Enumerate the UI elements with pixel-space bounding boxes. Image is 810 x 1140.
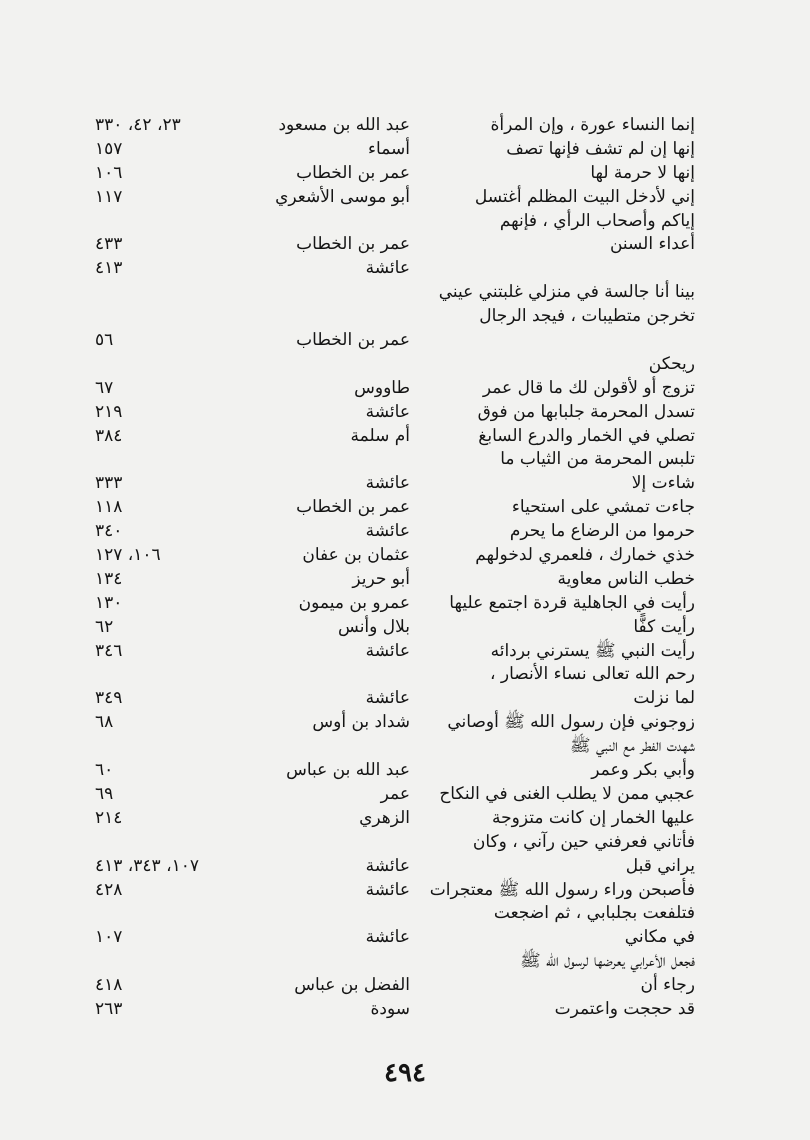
hadith-phrase: فتلفعت بجلبابي ، ثم اضجعت bbox=[493, 903, 695, 924]
narrator-name: عمرو بن ميمون bbox=[298, 592, 410, 613]
narrator-name: أبو حريز bbox=[352, 568, 410, 589]
page-references: ٥٦ bbox=[95, 330, 114, 351]
page-references: ٦٨ bbox=[95, 712, 114, 733]
hadith-phrase: رأيت في الجاهلية قردة اجتمع عليها bbox=[449, 592, 695, 613]
index-row bbox=[95, 233, 695, 257]
index-row bbox=[95, 281, 695, 305]
index-row bbox=[95, 544, 695, 568]
page-references: ٢٣، ٤٢، ٣٣٠ bbox=[95, 115, 181, 135]
hadith-phrase: رجاء أن bbox=[640, 975, 695, 996]
index-row bbox=[95, 305, 695, 329]
page-references: ٤٢٨ bbox=[95, 879, 123, 900]
page-references: ٣٤٦ bbox=[95, 640, 123, 661]
hadith-phrase: فأصبحن وراء رسول الله ﷺ معتجرات bbox=[429, 879, 695, 900]
hadith-phrase: عليها الخمار إن كانت متزوجة bbox=[492, 807, 695, 828]
page-references: ١٣٤ bbox=[95, 568, 123, 589]
index-row bbox=[95, 401, 695, 425]
hadith-phrase: رأيت كفًّا bbox=[633, 616, 695, 637]
page-references: ٦٩ bbox=[95, 783, 114, 804]
page-references: ٤١٣ bbox=[95, 258, 123, 279]
page-references: ٢١٤ bbox=[95, 807, 123, 828]
hadith-phrase: حرموا من الرضاع ما يحرم bbox=[509, 521, 695, 542]
narrator-name: شداد بن أوس bbox=[312, 712, 410, 733]
hadith-phrase: إني لأدخل البيت المظلم أغتسل bbox=[474, 186, 695, 207]
hadith-phrase: ريحكن bbox=[648, 353, 695, 374]
index-row bbox=[95, 759, 695, 783]
hadith-phrase: إنها إن لم تشف فإنها تصف bbox=[506, 138, 695, 159]
index-row bbox=[95, 472, 695, 496]
narrator-name: عمر bbox=[380, 783, 410, 804]
narrator-name: الفضل بن عباس bbox=[294, 975, 410, 996]
index-row bbox=[95, 950, 695, 974]
narrator-name: طاووس bbox=[354, 377, 410, 398]
hadith-phrase: تزوج أو لأقولن لك ما قال عمر bbox=[482, 377, 695, 398]
hadith-phrase: عجبي ممن لا يطلب الغنى في النكاح bbox=[439, 783, 695, 804]
page-references: ١٥٧ bbox=[95, 138, 123, 159]
page-number: ٤٩٤ bbox=[384, 1058, 426, 1088]
index-row bbox=[95, 520, 695, 544]
page-references: ٣٤٠ bbox=[95, 521, 123, 542]
hadith-phrase: زوجوني فإن رسول الله ﷺ أوصاني bbox=[447, 712, 695, 733]
page-references: ٤١٨ bbox=[95, 975, 123, 996]
hadith-phrase: خذي خمارك ، فلعمري لدخولهم bbox=[475, 545, 695, 566]
narrator-name: عمر بن الخطاب bbox=[296, 234, 410, 255]
page-references: ١٠٧، ٣٤٣، ٤١٣ bbox=[95, 855, 199, 876]
index-row bbox=[95, 711, 695, 735]
hadith-phrase: تصلي في الخمار والدرع السابغ bbox=[478, 425, 695, 446]
page-references: ٤٣٣ bbox=[95, 234, 123, 255]
page-references: ٦٠ bbox=[95, 760, 114, 781]
page-references: ٢٦٣ bbox=[95, 998, 123, 1019]
hadith-phrase: قد حججت واعتمرت bbox=[554, 998, 695, 1019]
index-row bbox=[95, 138, 695, 162]
narrator-name: عمر بن الخطاب bbox=[296, 162, 410, 183]
hadith-phrase: خطب الناس معاوية bbox=[557, 568, 695, 589]
page-references: ٣٣٣ bbox=[95, 473, 123, 494]
hadith-phrase: إنها لا حرمة لها bbox=[590, 162, 695, 183]
index-row bbox=[95, 783, 695, 807]
page-references: ٦٧ bbox=[95, 377, 114, 398]
page-references: ٣٨٤ bbox=[95, 425, 123, 446]
page-references: ١٠٦ bbox=[95, 162, 123, 183]
hadith-phrase: إياكم وأصحاب الرأي ، فإنهم bbox=[499, 210, 695, 231]
narrator-name: بلال وأنس bbox=[338, 616, 410, 637]
index-row bbox=[95, 735, 695, 759]
narrator-name: عائشة bbox=[365, 401, 410, 422]
narrator-name: عائشة bbox=[365, 927, 410, 948]
hadith-phrase: تلبس المحرمة من الثياب ما bbox=[500, 449, 695, 470]
hadith-phrase: تخرجن متطيبات ، فيجد الرجال bbox=[479, 306, 695, 327]
index-row bbox=[95, 210, 695, 234]
hadith-phrase: رأيت النبي ﷺ يسترني بردائه bbox=[490, 640, 695, 661]
narrator-name: عائشة bbox=[365, 855, 410, 876]
hadith-index-list bbox=[95, 114, 695, 1022]
page-references: ١٠٧ bbox=[95, 927, 123, 948]
page-references: ٣٤٩ bbox=[95, 688, 123, 709]
hadith-phrase: في مكاني bbox=[624, 927, 695, 948]
index-row bbox=[95, 974, 695, 998]
narrator-name: سودة bbox=[370, 998, 410, 1019]
narrator-name: أم سلمة bbox=[350, 425, 410, 446]
index-row bbox=[95, 377, 695, 401]
index-row bbox=[95, 807, 695, 831]
narrator-name: عائشة bbox=[365, 688, 410, 709]
index-row bbox=[95, 329, 695, 353]
narrator-name: عائشة bbox=[365, 879, 410, 900]
page-references: ١١٧ bbox=[95, 186, 123, 207]
page-references: ١٣٠ bbox=[95, 592, 123, 613]
index-row bbox=[95, 425, 695, 449]
page-references: ٢١٩ bbox=[95, 401, 123, 422]
index-row bbox=[95, 926, 695, 950]
narrator-name: الزهري bbox=[359, 807, 410, 828]
narrator-name: عمر بن الخطاب bbox=[296, 330, 410, 351]
index-row bbox=[95, 162, 695, 186]
hadith-phrase: شهدت الفطر مع النبي ﷺ bbox=[570, 736, 695, 757]
page-references: ١١٨ bbox=[95, 497, 123, 518]
narrator-name: عائشة bbox=[365, 640, 410, 661]
index-row bbox=[95, 855, 695, 879]
hadith-phrase: تسدل المحرمة جلبابها من فوق bbox=[477, 401, 695, 422]
index-row bbox=[95, 998, 695, 1022]
narrator-name: أسماء bbox=[368, 138, 410, 159]
hadith-phrase: جاءت تمشي على استحياء bbox=[511, 497, 695, 518]
hadith-phrase: بينا أنا جالسة في منزلي غلبتني عيني bbox=[438, 282, 695, 303]
hadith-phrase: أعداء السنن bbox=[609, 234, 695, 255]
hadith-phrase: وأبي بكر وعمر bbox=[591, 760, 695, 781]
hadith-phrase: فأتاني فعرفني حين رآني ، وكان bbox=[472, 831, 695, 852]
index-row bbox=[95, 568, 695, 592]
index-row bbox=[95, 448, 695, 472]
narrator-name: عائشة bbox=[365, 521, 410, 542]
index-row bbox=[95, 592, 695, 616]
index-row bbox=[95, 616, 695, 640]
index-row bbox=[95, 496, 695, 520]
hadith-phrase: فجعل الأعرابي يعرضها لرسول الله ﷺ bbox=[520, 951, 695, 972]
narrator-name: عمر بن الخطاب bbox=[296, 497, 410, 518]
index-row bbox=[95, 879, 695, 903]
index-row bbox=[95, 257, 695, 281]
hadith-phrase: لما نزلت bbox=[633, 688, 695, 709]
narrator-name: عبد الله بن عباس bbox=[286, 760, 410, 781]
hadith-phrase: شاءت إلا bbox=[631, 473, 695, 494]
hadith-phrase: إنما النساء عورة ، وإن المرأة bbox=[490, 115, 695, 135]
index-row bbox=[95, 902, 695, 926]
page-references: ١٠٦، ١٢٧ bbox=[95, 545, 161, 566]
narrator-name: عثمان بن عفان bbox=[302, 545, 410, 566]
index-row bbox=[95, 353, 695, 377]
index-row bbox=[95, 640, 695, 664]
narrator-name: عبد الله بن مسعود bbox=[278, 115, 410, 135]
index-row bbox=[95, 687, 695, 711]
hadith-phrase: رحم الله تعالى نساء الأنصار ، bbox=[490, 664, 695, 685]
index-row bbox=[95, 114, 695, 138]
index-row bbox=[95, 663, 695, 687]
page-references: ٦٢ bbox=[95, 616, 114, 637]
index-row bbox=[95, 186, 695, 210]
narrator-name: عائشة bbox=[365, 473, 410, 494]
narrator-name: أبو موسى الأشعري bbox=[275, 186, 410, 207]
narrator-name: عائشة bbox=[365, 258, 410, 279]
index-row bbox=[95, 831, 695, 855]
hadith-phrase: يراني قبل bbox=[625, 855, 695, 876]
